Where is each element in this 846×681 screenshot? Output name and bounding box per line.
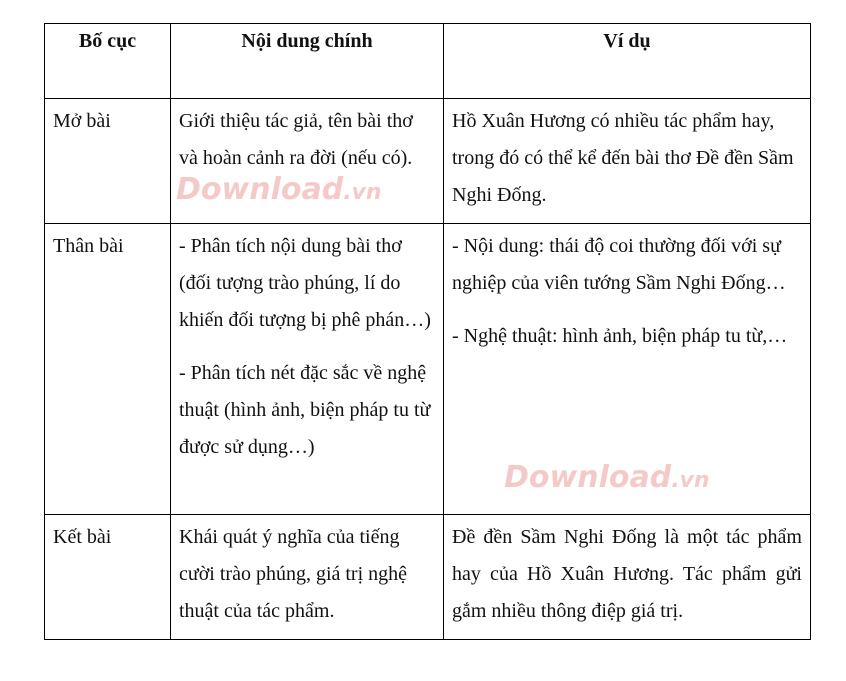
content-than-bai <box>171 224 444 515</box>
content-paragraph: - Phân tích nét đặc sắc về nghệ thuật (hình ảnh, biện pháp tu từ được sử dụng…) <box>179 362 431 458</box>
header-noi-dung-chinh: Nội dung chính <box>171 24 444 99</box>
example-mo-bai <box>444 99 811 224</box>
example-paragraph: - Nội dung: thái độ coi thường đối với sự nghiệp của viên tướng Sầm Nghi Đống… <box>452 235 786 294</box>
row-label-ket-bai: Kết bài <box>45 515 171 640</box>
watermark-domain: .vn <box>671 468 710 493</box>
example-paragraph: Đề đền Sầm Nghi Đống là một tác phẩm hay của Hồ Xuân Hương. Tác phẩm gửi gắm nhiều thông điệp giá trị. <box>452 526 802 622</box>
example-paragraph: - Nghệ thuật: hình ảnh, biện pháp tu từ,… <box>452 325 788 347</box>
outline-table <box>44 23 811 640</box>
header-bo-cuc: Bố cục <box>45 24 171 99</box>
watermark-brand: Download <box>176 172 344 207</box>
content-mo-bai <box>171 99 444 224</box>
watermark-brand: Download <box>504 460 672 495</box>
example-ket-bai <box>444 515 811 640</box>
watermark-domain: .vn <box>343 180 382 205</box>
table-row-mo-bai <box>45 99 811 224</box>
content-paragraph: - Phân tích nội dung bài thơ (đối tượng trào phúng, lí do khiến đối tượng bị phê phán…) <box>179 235 431 331</box>
content-ket-bai <box>171 515 444 640</box>
table-row-than-bai <box>45 224 811 515</box>
example-paragraph: Hồ Xuân Hương có nhiều tác phẩm hay, trong đó có thể kể đến bài thơ Đề đền Sầm Nghi Đống. <box>452 110 794 206</box>
table-row-ket-bai <box>45 515 811 640</box>
row-label-mo-bai: Mở bài <box>45 99 171 224</box>
example-than-bai <box>444 224 811 515</box>
table-header-row <box>45 24 811 99</box>
row-label-than-bai: Thân bài <box>45 224 171 515</box>
header-vi-du: Ví dụ <box>444 24 811 99</box>
content-paragraph: Giới thiệu tác giả, tên bài thơ và hoàn cảnh ra đời (nếu có). <box>179 110 413 169</box>
content-paragraph: Khái quát ý nghĩa của tiếng cười trào phúng, giá trị nghệ thuật của tác phẩm. <box>179 526 408 622</box>
